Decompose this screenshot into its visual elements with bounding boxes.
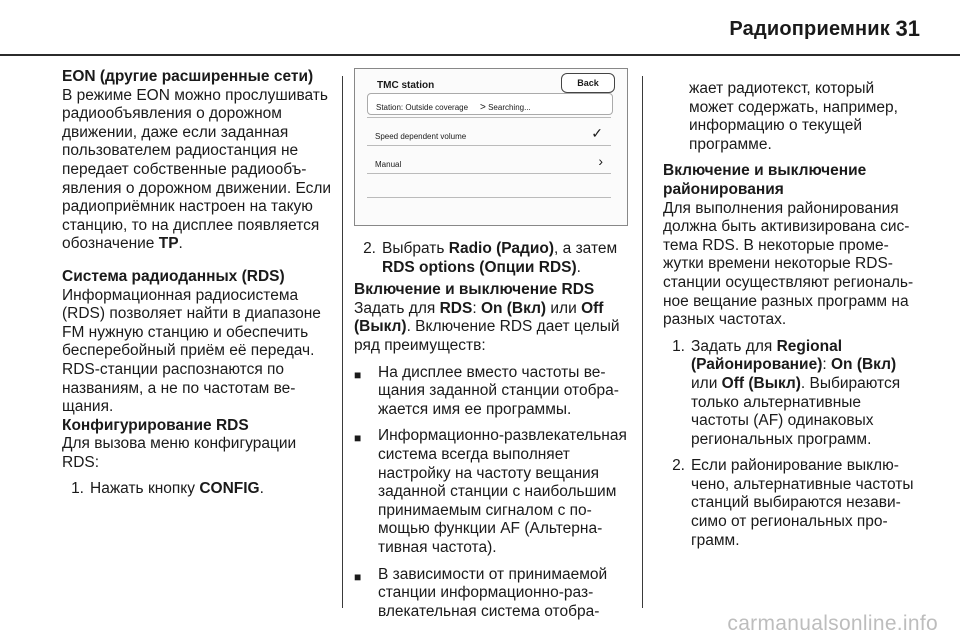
row-label: Station: Outside coverage: [376, 103, 469, 112]
column-divider: [342, 76, 343, 608]
text-part: Задать для: [691, 337, 777, 355]
text-part: или: [691, 374, 722, 392]
checkmark-icon: ✓: [591, 125, 603, 141]
column-left: [62, 68, 334, 499]
header-rule: [0, 54, 960, 56]
bullet-continuation: жает радиотекст, который может содержать, например, информацию о текущей программе.: [689, 80, 898, 153]
on-label: On (Вкл): [830, 356, 897, 374]
section-heading-eon: EON (другие расширенные сети): [62, 68, 314, 85]
row-label: Speed dependent volume: [375, 132, 467, 141]
step-item: [354, 240, 632, 277]
bullet-text: Информационно-развлекательная система всегда выполняет настройку на частоту вещания заданной станции с наибольшим принимаемым сигналом с помощью функции AF (Альтернативная частота).: [378, 427, 627, 556]
step-item: [663, 457, 923, 550]
chevron-right-icon: ›: [598, 153, 603, 169]
row-extra: [480, 99, 531, 118]
step-text: Если районирование выключено, альтернативные частоты станций выбираются независимо от региональных программ.: [691, 457, 914, 549]
column-right: [663, 80, 923, 550]
off-label: Off (Выкл): [354, 299, 604, 336]
punct: .: [576, 258, 581, 276]
screen-row-station: [367, 93, 613, 115]
bullet-square-icon: ■: [354, 431, 362, 446]
screen-back-button: Back: [561, 73, 615, 93]
watermark: carmanualsonline.info: [727, 612, 938, 635]
rds-label: RDS: [439, 299, 473, 317]
section-heading-regional: Включение и выключение районирования: [663, 162, 867, 198]
bullet-text: На дисплее вместо частоты вещания заданной станции отображается имя ее программы.: [378, 363, 619, 418]
list-item: [354, 427, 632, 557]
punct: :: [822, 356, 831, 374]
text-part: . Включение RDS дает целый ряд преимуществ:: [354, 318, 620, 354]
screen-row-speed-volume: [367, 123, 611, 143]
step-number: 1.: [672, 337, 685, 355]
config-label: CONFIG: [199, 480, 260, 498]
step-text-part: , а затем: [554, 240, 618, 257]
screen-row-manual: [367, 151, 611, 171]
column-middle: [354, 68, 632, 621]
step-text: [691, 338, 923, 450]
screen-separator: [367, 117, 611, 118]
text-part: Задать для: [354, 299, 440, 317]
screen-separator: [367, 145, 611, 146]
bullet-square-icon: ■: [354, 367, 362, 382]
step-item: [663, 338, 923, 450]
page-number: 31: [895, 16, 920, 41]
rds-config-paragraph: Для вызова меню конфигурации RDS:: [62, 435, 297, 471]
on-label: On (Вкл): [480, 299, 547, 317]
list-item: [354, 364, 632, 420]
eon-text: В режиме EON можно прослушивать радиообъявления о дорожном движении, даже если заданная пользователем радиостанция не передает собственные радиообъявления о дорожном движении. Если радиоприёмник настроен на такую станцию, то на дисплее появляется обозначение: [62, 86, 332, 253]
rds-paragraph: Информационная радиосистема (RDS) позволяет найти в диапазоне FM нужную станцию и обеспечить бесперебойный приём её передач. RDS-станции распознаются по названиям, а не по частотам вещания.: [62, 286, 321, 416]
rds-onoff-paragraph: [354, 300, 632, 356]
off-label: Off (Выкл): [721, 374, 801, 392]
bullet-square-icon: ■: [354, 569, 362, 584]
step-number: 2.: [363, 240, 376, 257]
step-text: [382, 240, 632, 277]
regional-label: Regional (Районирование): [691, 337, 843, 374]
screen-separator: [367, 173, 611, 174]
row-label: Manual: [375, 160, 402, 169]
searching-text: Searching...: [488, 103, 531, 112]
step-number: 1.: [71, 480, 84, 498]
section-heading-rds: Система радиоданных (RDS): [62, 267, 285, 285]
text-part: . Выбираются только альтернативные частоты (AF) одинаковых региональных программ.: [691, 374, 901, 448]
chevron-right-icon: >: [480, 102, 486, 113]
step-text-part: Нажать кнопку: [90, 480, 200, 498]
screen-separator: [367, 197, 611, 198]
radio-label: Radio (Радио): [448, 240, 555, 257]
step-item: [62, 480, 334, 499]
text-part: или: [546, 299, 582, 317]
column-divider: [642, 76, 643, 608]
bullet-text: В зависимости от принимаемой станции информационно-развлекательная система отобра-: [378, 565, 608, 620]
step-number: 2.: [672, 457, 685, 475]
tp-label: TP: [158, 235, 179, 253]
section-heading-rds-config: Конфигурирование RDS: [62, 416, 249, 434]
regional-paragraph: Для выполнения районирования должна быть активизирована система RDS. В некоторые промежутки времени некоторые RDS-станции осуществляют региональное вещание разных программ на разных частотах.: [663, 199, 914, 329]
tmc-screen-illustration: [354, 68, 628, 226]
step-text: [90, 480, 334, 499]
punct: :: [472, 299, 481, 317]
page-title: Радиоприемник: [729, 18, 890, 40]
rds-options-label: RDS options (Опции RDS): [382, 258, 577, 276]
step-text-part: Выбрать: [382, 240, 449, 257]
punct: .: [259, 480, 264, 498]
punct: .: [178, 235, 183, 253]
eon-paragraph: [62, 87, 334, 254]
list-item: [354, 566, 632, 622]
section-heading-rds-onoff: Включение и выключение RDS: [354, 281, 595, 299]
screen-title: TMC station: [377, 80, 435, 91]
